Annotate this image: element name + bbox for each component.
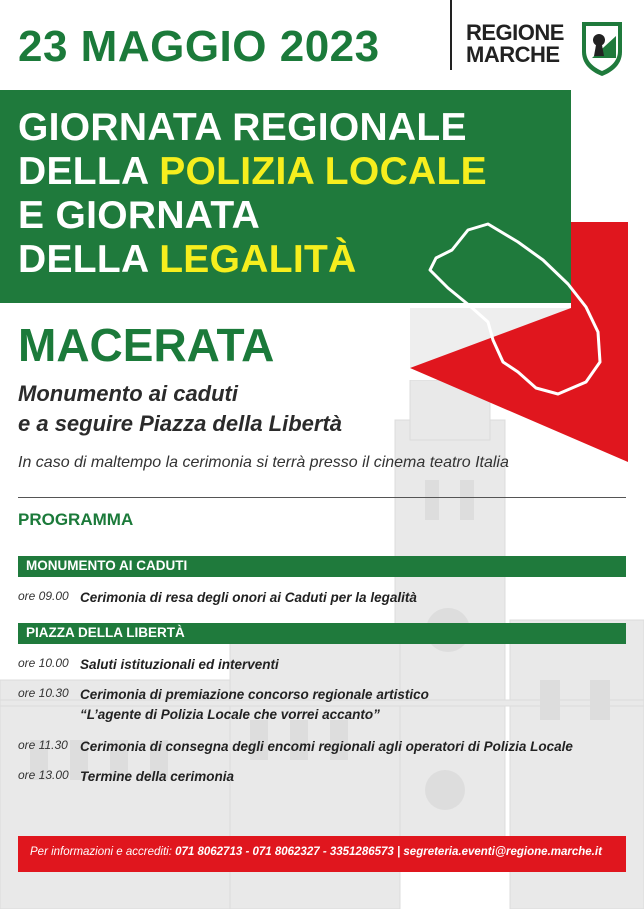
schedule-time: ore 13.00 — [18, 768, 69, 782]
section-header-monumento — [18, 556, 626, 577]
contact-email-link[interactable]: segreteria.eventi@regione.marche.it — [403, 846, 602, 858]
schedule-description: Cerimonia di premiazione concorso regionale artistico — [80, 687, 429, 702]
bad-weather-note: In caso di maltempo la cerimonia si terrà presso il cinema teatro Italia — [18, 454, 509, 471]
regione-marche-logo — [450, 0, 644, 82]
divider — [18, 497, 626, 498]
title-highlight-polizia-locale: POLIZIA LOCALE — [159, 150, 487, 193]
contact-separator: | — [393, 846, 404, 858]
section-title: PIAZZA DELLA LIBERTÀ — [26, 625, 185, 640]
title-line-4-prefix: DELLA — [18, 238, 160, 281]
logo-wordmark — [466, 22, 564, 66]
section-title: MONUMENTO AI CADUTI — [26, 558, 188, 573]
marche-region-flag-graphic — [408, 222, 628, 462]
contact-phones: 071 8062713 - 071 8062327 - 3351286573 — [175, 846, 394, 858]
contact-info-text — [30, 846, 602, 858]
schedule-description: Cerimonia di consegna degli encomi regionali agli operatori di Polizia Locale — [80, 739, 573, 754]
regione-marche-shield-icon — [578, 18, 626, 78]
title-line-1: GIORNATA REGIONALE — [18, 106, 467, 149]
venue-line-1: Monumento ai caduti — [18, 381, 238, 406]
contact-info-bar — [18, 836, 626, 872]
schedule-time: ore 10.30 — [18, 686, 69, 700]
title-highlight-legalita: LEGALITÀ — [159, 238, 357, 281]
title-line-2-prefix: DELLA — [18, 150, 160, 193]
venue-line-2: e a seguire Piazza della Libertà — [18, 411, 343, 436]
schedule-time: ore 09.00 — [18, 589, 69, 603]
schedule-time: ore 10.00 — [18, 656, 69, 670]
programma-heading: PROGRAMMA — [18, 510, 134, 529]
schedule-time: ore 11.30 — [18, 738, 68, 752]
title-line-4 — [18, 238, 357, 282]
contact-label: Per informazioni e accrediti: — [30, 846, 176, 858]
event-city: MACERATA — [18, 319, 275, 371]
title-line-3: E GIORNATA — [18, 194, 261, 237]
logo-line-2: MARCHE — [466, 42, 560, 67]
logo-line-1: REGIONE — [466, 20, 564, 45]
schedule-description: Cerimonia di resa degli onori ai Caduti per la legalità — [80, 590, 417, 605]
section-header-piazza — [18, 623, 626, 644]
logo-divider — [450, 0, 452, 70]
event-date: 23 MAGGIO 2023 — [18, 22, 380, 71]
schedule-description: Saluti istituzionali ed interventi — [80, 657, 279, 672]
schedule-description: Termine della cerimonia — [80, 769, 235, 784]
schedule-description-line-2: “L’agente di Polizia Locale che vorrei accanto” — [80, 707, 380, 722]
title-line-2 — [18, 150, 487, 194]
